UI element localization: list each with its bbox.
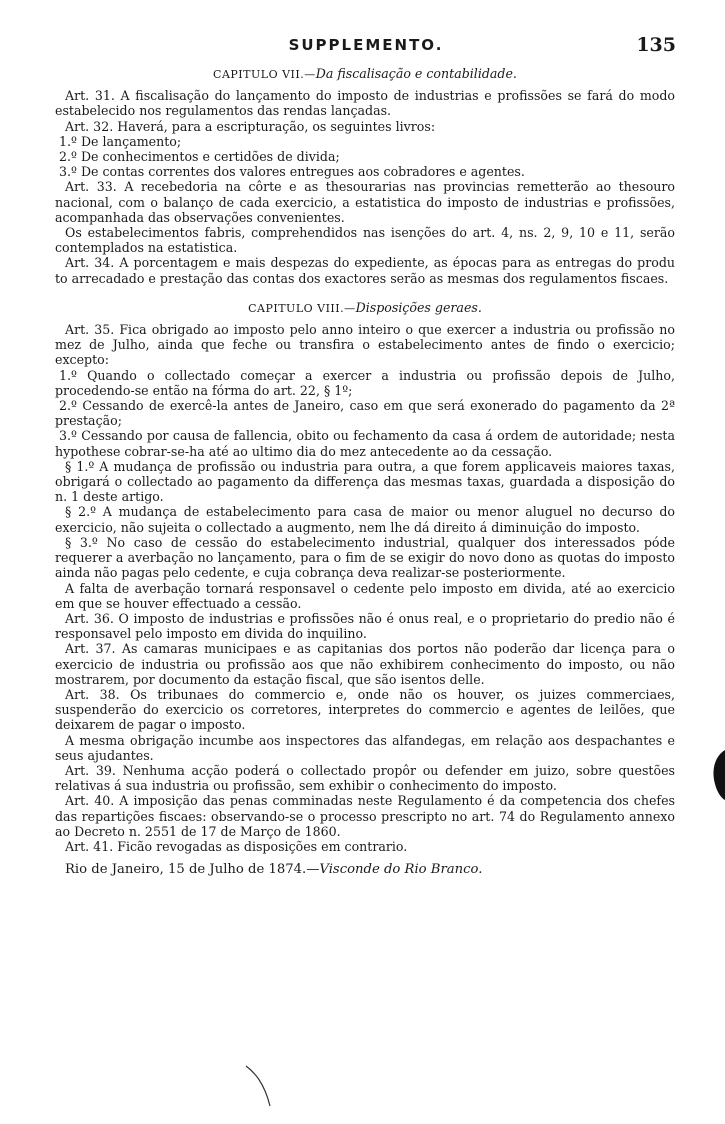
list-item: 2.º Cessando de exercê-la antes de Janeiro, caso em que será exonerado do pagamento da 2ª prestação; bbox=[55, 398, 675, 429]
closing-line bbox=[55, 862, 675, 877]
list-item: 3.º Cessando por causa de fallencia, obito ou fechamento da casa á ordem de autoridade; nesta hypothese cobrar-se-ha até ao ultimo dia do mez antecedente ao da cessação. bbox=[55, 428, 675, 459]
ink-stroke-mark bbox=[240, 1062, 280, 1112]
signature: Visconde do Rio Branco. bbox=[319, 862, 483, 878]
page-body bbox=[55, 66, 675, 877]
page-header bbox=[56, 34, 676, 58]
paragraph-section-1: § 1.º A mudança de profissão ou industria para outra, a que forem applicaveis maiores taxas, obrigará o collectado ao pagamento da differença das mesmas taxas, guardada a disposição do n. 1 deste artigo. bbox=[55, 458, 675, 505]
paragraph: A falta de averbação tornará responsavel o cedente pelo imposto em divida, até ao exercicio em que se houver effectuado a cessão. bbox=[55, 580, 675, 611]
article-33: Art. 33. A recebedoria na côrte e as thesourarias nas provincias remetterão ao thesouro nacional, com o balanço de cada exercicio, a estatistica do imposto de industrias e profissões, acompanhada das observações convenientes. bbox=[55, 179, 675, 225]
paragraph-section-3: § 3.º No caso de cessão do estabelecimento industrial, qualquer dos interessados póde requerer a averbação no lançamento, para o fim de se exigir do novo dono as quotas do imposto ainda não pagas pelo cedente, e cuja cobrança deva realizar-se posteriormente. bbox=[55, 534, 675, 581]
margin-ink-mark bbox=[707, 746, 725, 802]
chapter-label: CAPITULO VII.— bbox=[213, 68, 316, 81]
chapter-label: CAPITULO VIII.— bbox=[248, 301, 356, 315]
article-37: Art. 37. As camaras municipaes e as capitanias dos portos não poderão dar licença para o exercicio de industria ou profissão aos que não exhibirem conhecimento do imposto, ou não mostrarem, por documento da estação fiscal, que são isentos delle. bbox=[55, 641, 675, 687]
chapter-title: Disposições geraes. bbox=[355, 299, 482, 315]
article-38: Art. 38. Os tribunaes do commercio e, onde não os houver, os juizes commerciaes, suspenderão do exercicio os corretores, interpretes do commercio e agentes de leilões, que deixarem de pagar o imposto. bbox=[55, 686, 675, 733]
article-32: Art. 32. Haverá, para a escripturação, os seguintes livros: bbox=[65, 118, 436, 134]
chapter-heading-vii bbox=[55, 66, 675, 82]
paragraph: Os estabelecimentos fabris, comprehendidos nas isenções do art. 4, ns. 2, 9, 10 e 11, serão contemplados na estatistica. bbox=[55, 225, 675, 256]
page-number: 135 bbox=[636, 34, 676, 56]
article-41: Art. 41. Ficão revogadas as disposições em contrario. bbox=[65, 838, 408, 854]
paragraph-section-2: § 2.º A mudança de estabelecimento para casa de maior ou menor aluguel no decurso do exercicio, não sujeita o collectado a augmento, nem lhe dá direito á diminuição do imposto. bbox=[55, 504, 675, 535]
list-item: 1.º Quando o collectado começar a exercer a industria ou profissão depois de Julho, procedendo-se então na fórma do art. 22, § 1º; bbox=[55, 367, 675, 398]
article-31: Art. 31. A fiscalisação do lançamento do imposto de industrias e profissões se fará do modo estabelecido nos regulamentos das rendas lançadas. bbox=[55, 88, 675, 119]
running-title: SUPPLEMENTO. bbox=[288, 36, 444, 54]
article-39: Art. 39. Nenhuma acção poderá o collectado propôr ou defender em juizo, sobre questões relativas á sua industria ou profissão, sem exhibir o conhecimento do imposto. bbox=[55, 762, 675, 794]
place-date: Rio de Janeiro, 15 de Julho de 1874.— bbox=[65, 862, 320, 878]
list-item: 2.º De conhecimentos e certidões de divida; bbox=[59, 149, 340, 165]
article-40: Art. 40. A imposição das penas comminadas neste Regulamento é da competencia dos chefes das repartições fiscaes: observando-se o processo prescripto no art. 74 do Regulamento annexo ao Decreto n. 2551 de 17 de Março de 1860. bbox=[55, 793, 675, 839]
chapter-title: Da fiscalisação e contabilidade. bbox=[315, 66, 517, 81]
list-item: 3.º De contas correntes dos valores entregues aos cobradores e agentes. bbox=[59, 164, 525, 180]
article-34: Art. 34. A porcentagem e mais despezas do expediente, as épocas para as entregas do produ to arrecadado e prestação das contas dos exactores serão as mesmas dos regulamentos fiscaes. bbox=[55, 255, 675, 286]
article-36: Art. 36. O imposto de industrias e profissões não é onus real, e o proprietario do predio não é responsavel pelo imposto em divida do inquilino. bbox=[55, 610, 675, 642]
chapter-heading-viii bbox=[55, 300, 675, 316]
list-item: 1.º De lançamento; bbox=[59, 133, 182, 149]
article-35: Art. 35. Fica obrigado ao imposto pelo anno inteiro o que exercer a industria ou profissão no mez de Julho, ainda que feche ou transfira o estabelecimento antes de findo o exercicio; excepto: bbox=[55, 322, 675, 368]
paragraph: A mesma obrigação incumbe aos inspectores das alfandegas, em relação aos despachantes e seus ajudantes. bbox=[55, 732, 675, 763]
